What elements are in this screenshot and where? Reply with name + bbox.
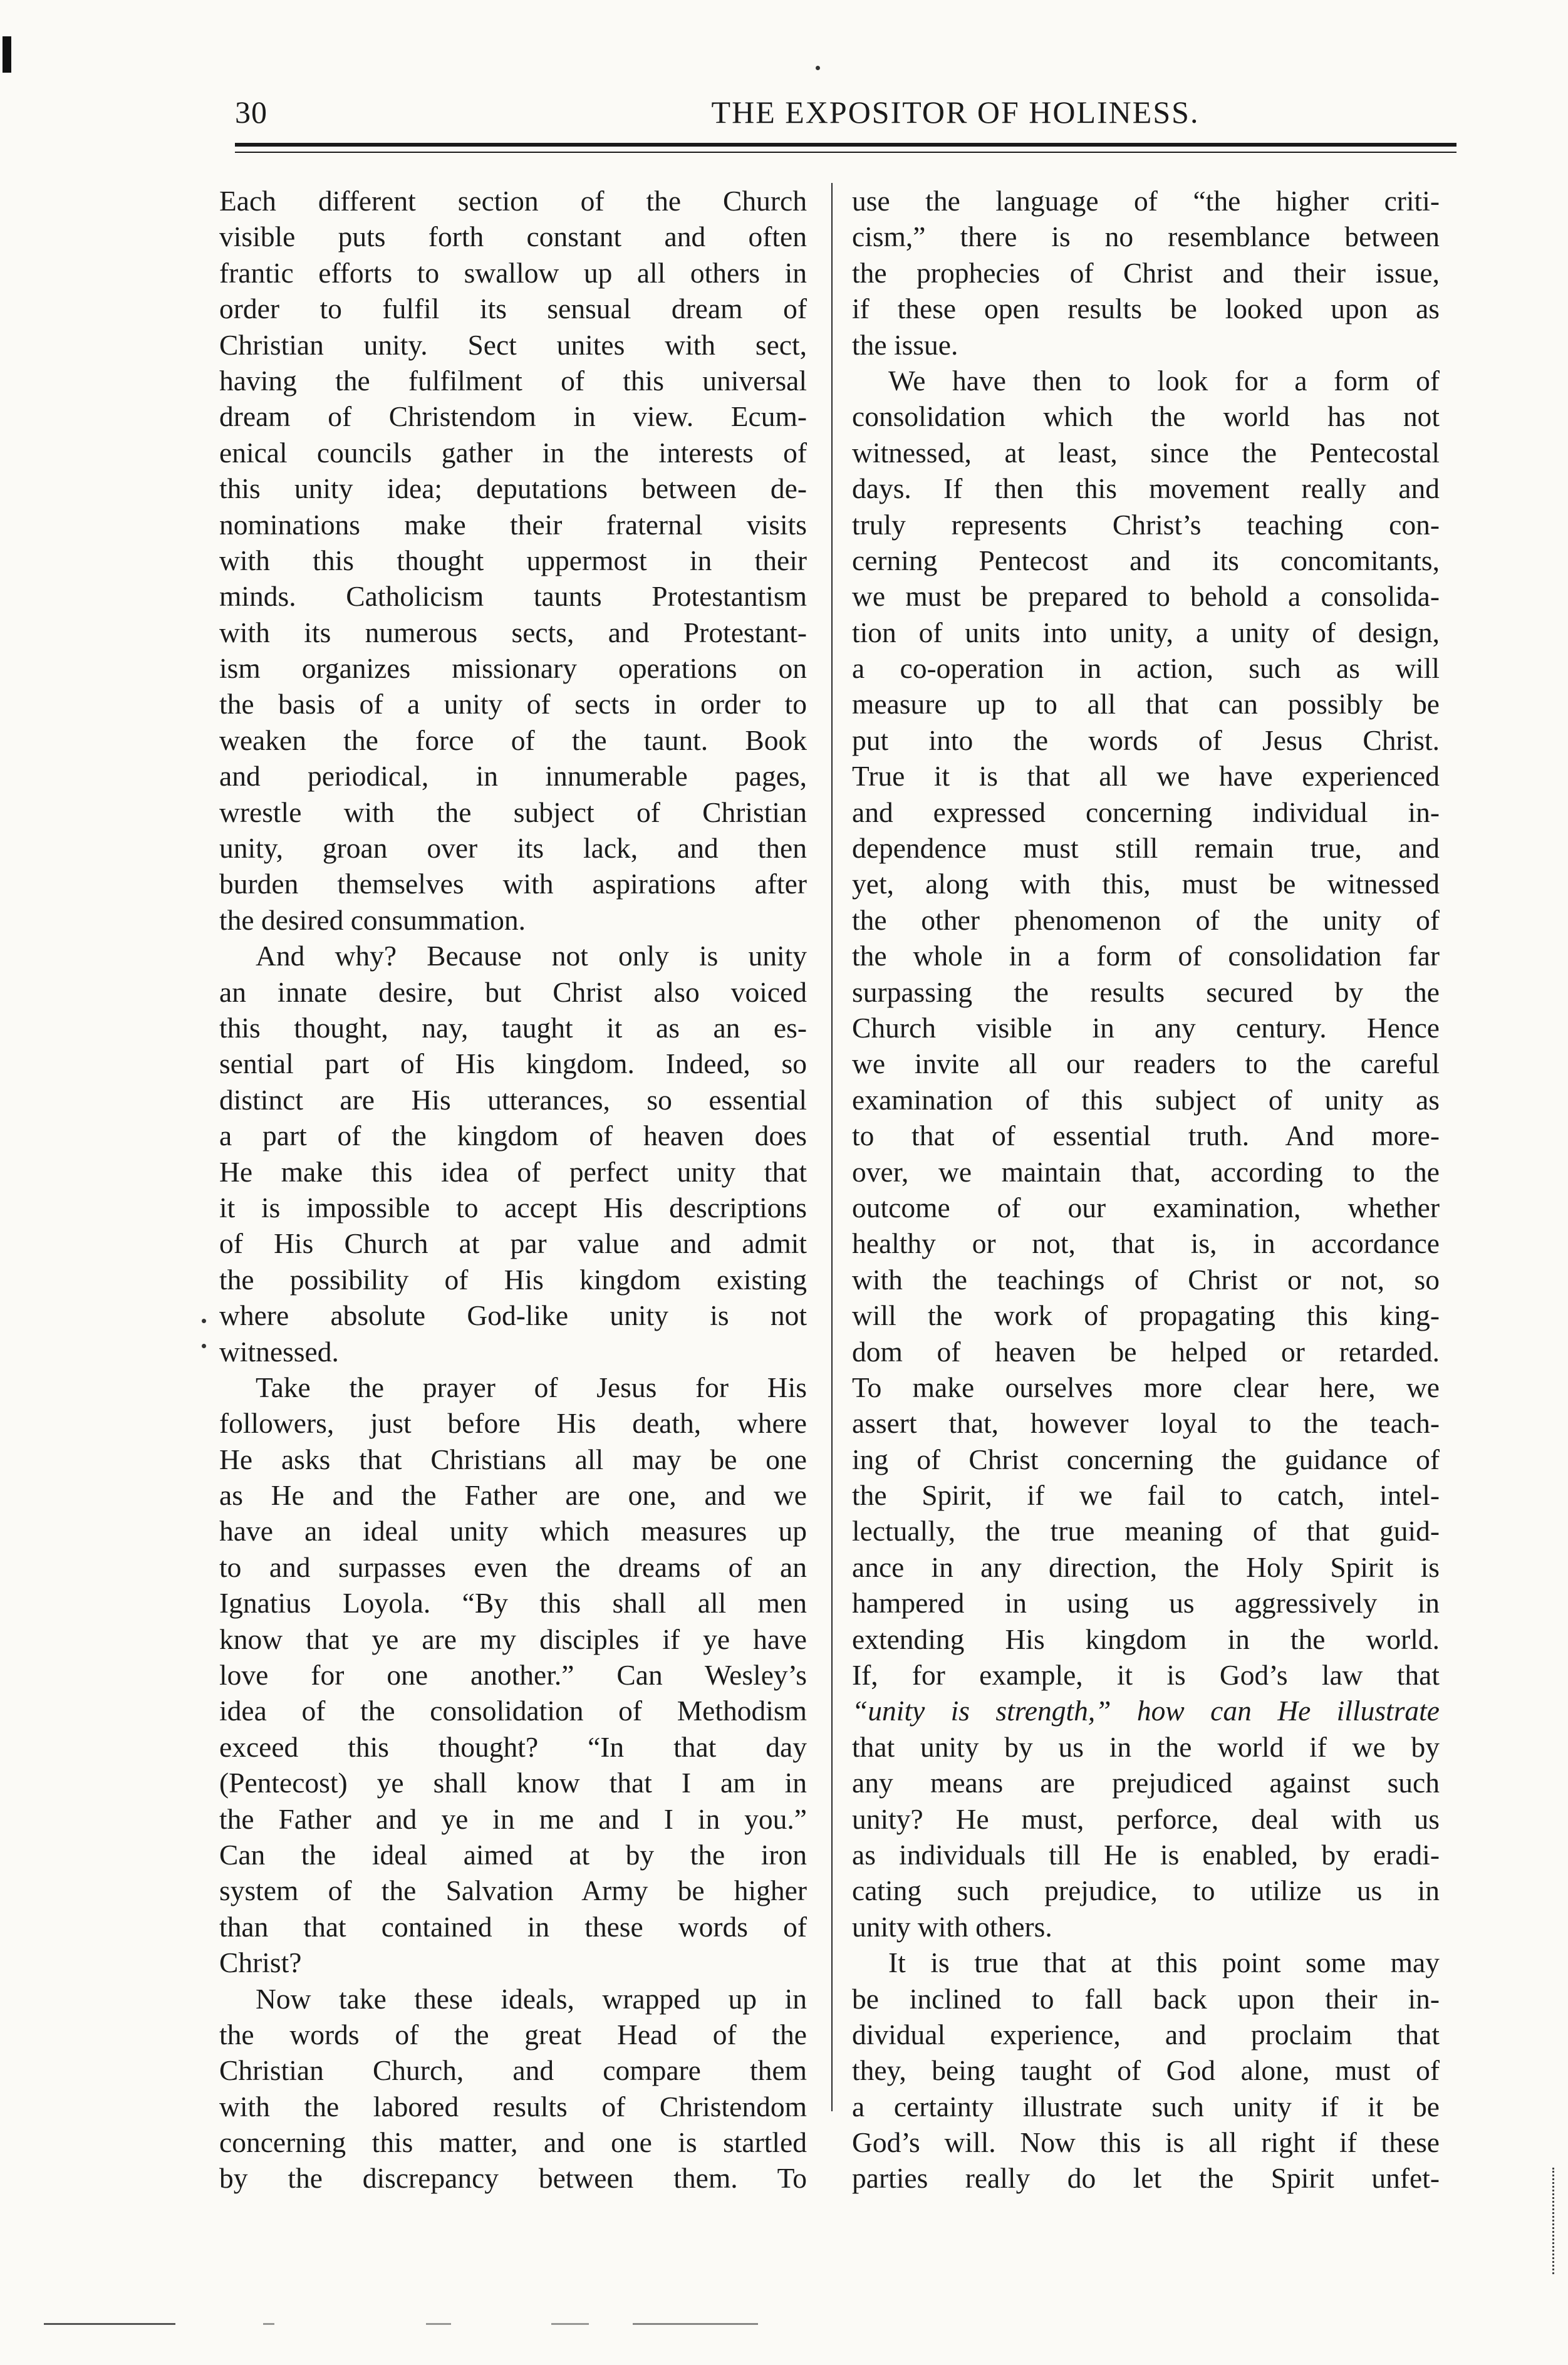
- left-column: [219, 183, 807, 2196]
- text-line: concerning this matter, and one is startled: [219, 2126, 807, 2159]
- text-line: by the discrepancy between them. To: [219, 2162, 807, 2195]
- scan-margin-mark: [3, 36, 11, 73]
- text-line: burden themselves with aspirations after: [219, 868, 807, 900]
- text-line: the possibility of His kingdom existing: [219, 1263, 807, 1296]
- scan-edge-marks: [1552, 2168, 1556, 2274]
- text-line: dividual experience, and proclaim that: [852, 2018, 1440, 2051]
- text-line: dom of heaven be helped or retarded.: [852, 1335, 1440, 1368]
- page-header: [235, 94, 1456, 138]
- text-line: consolidation which the world has not: [852, 400, 1440, 433]
- text-line: we must be prepared to behold a consolida-: [852, 580, 1440, 613]
- text-line: where absolute God-like unity is not: [219, 1299, 807, 1332]
- text-line: Christ?: [219, 1947, 302, 1979]
- text-line: the Spirit, if we fail to catch, intel-: [852, 1479, 1440, 1512]
- text-line: with its numerous sects, and Protestant-: [219, 616, 807, 648]
- scan-speck: [202, 1319, 206, 1323]
- text-line: a certainty illustrate such unity if it be: [852, 2090, 1440, 2123]
- text-line: order to fulfil its sensual dream of: [219, 293, 807, 325]
- scan-smudge: [263, 2323, 274, 2325]
- text-line: than that contained in these words of: [219, 1910, 807, 1943]
- text-line: extending His kingdom in the world.: [852, 1623, 1440, 1655]
- text-line: assert that, however loyal to the teach-: [852, 1407, 1440, 1440]
- scan-smudge: [551, 2323, 589, 2325]
- text-line: hampered in using us aggressively in: [852, 1587, 1440, 1619]
- text-line: unity? He must, perforce, deal with us: [852, 1802, 1440, 1835]
- text-line: as He and the Father are one, and we: [219, 1479, 807, 1512]
- text-line: He asks that Christians all may be one: [219, 1443, 807, 1475]
- text-line: measure up to all that can possibly be: [852, 688, 1440, 720]
- text-line: “unity is strength,” how can He illustrate: [852, 1695, 1440, 1727]
- text-line: followers, just before His death, where: [219, 1407, 807, 1440]
- scan-speck: [202, 1344, 206, 1348]
- text-line: the whole in a form of consolidation far: [852, 940, 1440, 972]
- text-line: an innate desire, but Christ also voiced: [219, 975, 807, 1008]
- text-line: cerning Pentecost and its concomitants,: [852, 544, 1440, 576]
- text-line: the words of the great Head of the: [219, 2018, 807, 2051]
- text-line: this thought, nay, taught it as an es-: [219, 1011, 807, 1044]
- text-line: frantic efforts to swallow up all others in: [219, 256, 807, 289]
- text-line: yet, along with this, must be witnessed: [852, 868, 1440, 900]
- text-line: having the fulfilment of this universal: [219, 364, 807, 397]
- text-line: truly represents Christ’s teaching con-: [852, 508, 1440, 541]
- text-line: Christian unity. Sect unites with sect,: [219, 328, 807, 361]
- text-line: Now take these ideals, wrapped up in: [256, 1982, 807, 2015]
- text-line: the Father and ye in me and I in you.”: [219, 1802, 807, 1835]
- text-line: lectually, the true meaning of that guid-: [852, 1515, 1440, 1547]
- text-line: To make ourselves more clear here, we: [852, 1371, 1440, 1403]
- text-line: examination of this subject of unity as: [852, 1083, 1440, 1116]
- text-line: we invite all our readers to the careful: [852, 1047, 1440, 1080]
- text-line: unity, groan over its lack, and then: [219, 832, 807, 865]
- text-line: distinct are His utterances, so essential: [219, 1083, 807, 1116]
- text-line: visible puts forth constant and often: [219, 221, 807, 253]
- text-line: to and surpasses even the dreams of an: [219, 1551, 807, 1583]
- text-line: tion of units into unity, a unity of design,: [852, 616, 1440, 648]
- text-line: Christian Church, and compare them: [219, 2054, 807, 2087]
- text-line: this unity idea; deputations between de-: [219, 472, 807, 505]
- text-line: exceed this thought? “In that day: [219, 1730, 807, 1763]
- text-line: use the language of “the higher criti-: [852, 185, 1440, 217]
- text-line: be inclined to fall back upon their in-: [852, 1982, 1440, 2015]
- text-line: dream of Christendom in view. Ecum-: [219, 400, 807, 433]
- text-line: nominations make their fraternal visits: [219, 508, 807, 541]
- text-line: Can the ideal aimed at by the iron: [219, 1838, 807, 1871]
- text-line: the basis of a unity of sects in order to: [219, 688, 807, 720]
- text-line: and expressed concerning individual in-: [852, 796, 1440, 828]
- scan-smudge: [44, 2323, 175, 2325]
- text-line: have an ideal unity which measures up: [219, 1515, 807, 1547]
- text-line: ance in any direction, the Holy Spirit is: [852, 1551, 1440, 1583]
- text-line: of His Church at par value and admit: [219, 1227, 807, 1260]
- text-line: He make this idea of perfect unity that: [219, 1155, 807, 1188]
- text-line: parties really do let the Spirit unfet-: [852, 2162, 1440, 2195]
- text-line: minds. Catholicism taunts Protestantism: [219, 580, 807, 613]
- column-divider: [831, 183, 833, 2111]
- text-line: with the labored results of Christendom: [219, 2090, 807, 2123]
- text-line: outcome of our examination, whether: [852, 1191, 1440, 1224]
- running-title: THE EXPOSITOR OF HOLINESS.: [711, 95, 1200, 130]
- text-line: any means are prejudiced against such: [852, 1767, 1440, 1799]
- text-line: with this thought uppermost in their: [219, 544, 807, 576]
- text-line: If, for example, it is God’s law that: [852, 1659, 1440, 1692]
- text-line: It is true that at this point some may: [888, 1947, 1440, 1979]
- text-line: the issue.: [852, 328, 958, 361]
- text-line: witnessed, at least, since the Pentecostal: [852, 436, 1440, 469]
- text-line: system of the Salvation Army be higher: [219, 1874, 807, 1907]
- header-rule-thin: [235, 152, 1456, 153]
- text-line: it is impossible to accept His descriptions: [219, 1191, 807, 1224]
- scan-smudge: [633, 2323, 758, 2325]
- text-line: enical councils gather in the interests of: [219, 436, 807, 469]
- text-line: Ignatius Loyola. “By this shall all men: [219, 1587, 807, 1619]
- text-line: surpassing the results secured by the: [852, 975, 1440, 1008]
- scan-smudge: [426, 2323, 451, 2325]
- text-line: and periodical, in innumerable pages,: [219, 760, 807, 793]
- text-line: the desired consummation.: [219, 903, 526, 936]
- text-line: Take the prayer of Jesus for His: [256, 1371, 807, 1403]
- text-line: We have then to look for a form of: [888, 364, 1440, 397]
- text-line: sential part of His kingdom. Indeed, so: [219, 1047, 807, 1080]
- text-line: love for one another.” Can Wesley’s: [219, 1659, 807, 1692]
- header-rule-thick: [235, 143, 1456, 147]
- text-line: to that of essential truth. And more-: [852, 1120, 1440, 1152]
- text-line: True it is that all we have experienced: [852, 760, 1440, 793]
- text-line: Each different section of the Church: [219, 185, 807, 217]
- text-line: Church visible in any century. Hence: [852, 1011, 1440, 1044]
- text-line: (Pentecost) ye shall know that I am in: [219, 1767, 807, 1799]
- text-line: put into the words of Jesus Christ.: [852, 724, 1440, 756]
- text-line: if these open results be looked upon as: [852, 293, 1440, 325]
- text-line: idea of the consolidation of Methodism: [219, 1695, 807, 1727]
- text-line: as individuals till He is enabled, by eradi-: [852, 1838, 1440, 1871]
- text-line: dependence must still remain true, and: [852, 832, 1440, 865]
- text-line: God’s will. Now this is all right if these: [852, 2126, 1440, 2159]
- text-line: ism organizes missionary operations on: [219, 652, 807, 685]
- text-line: will the work of propagating this king-: [852, 1299, 1440, 1332]
- text-line: over, we maintain that, according to the: [852, 1155, 1440, 1188]
- scan-speck: [816, 66, 820, 70]
- right-column: [852, 183, 1440, 2196]
- text-line: cism,” there is no resemblance between: [852, 221, 1440, 253]
- text-line: healthy or not, that is, in accordance: [852, 1227, 1440, 1260]
- text-line: weaken the force of the taunt. Book: [219, 724, 807, 756]
- text-line: unity with others.: [852, 1910, 1052, 1943]
- text-line: a part of the kingdom of heaven does: [219, 1120, 807, 1152]
- text-line: wrestle with the subject of Christian: [219, 796, 807, 828]
- text-line: ing of Christ concerning the guidance of: [852, 1443, 1440, 1475]
- text-line: they, being taught of God alone, must of: [852, 2054, 1440, 2087]
- text-line: a co-operation in action, such as will: [852, 652, 1440, 685]
- text-line: witnessed.: [219, 1335, 339, 1368]
- text-line: know that ye are my disciples if ye have: [219, 1623, 807, 1655]
- text-line: And why? Because not only is unity: [256, 940, 807, 972]
- text-line: days. If then this movement really and: [852, 472, 1440, 505]
- text-line: the other phenomenon of the unity of: [852, 903, 1440, 936]
- text-line: cating such prejudice, to utilize us in: [852, 1874, 1440, 1907]
- text-line: that unity by us in the world if we by: [852, 1730, 1440, 1763]
- text-line: the prophecies of Christ and their issue,: [852, 256, 1440, 289]
- page-number: 30: [235, 95, 267, 130]
- text-line: with the teachings of Christ or not, so: [852, 1263, 1440, 1296]
